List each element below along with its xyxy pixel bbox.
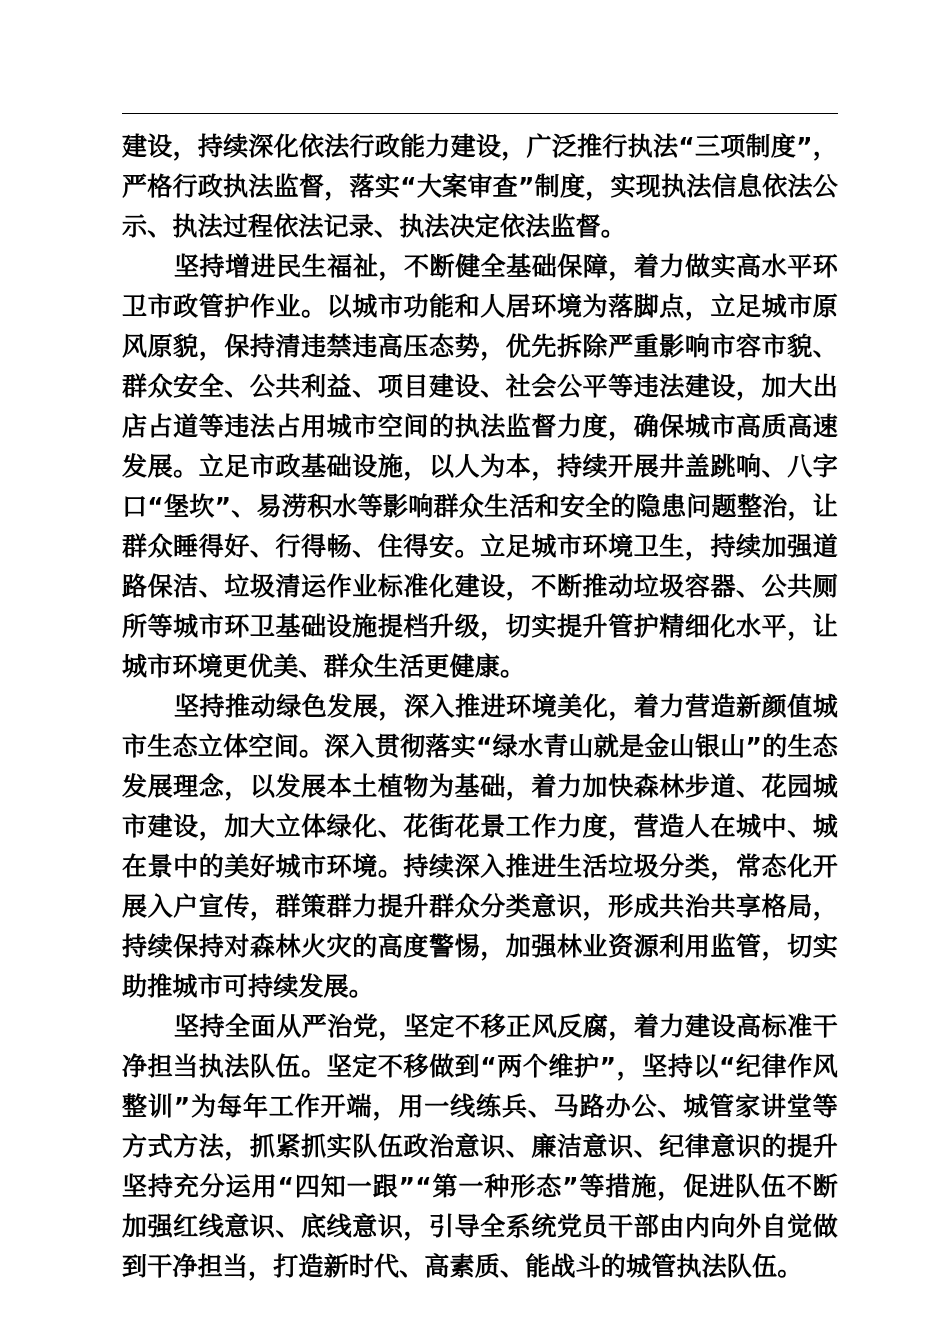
- text-line: 坚持充分运用“四知一跟”“第一种形态”等措施，促进队伍不断: [122, 1172, 838, 1201]
- text-line: 助推城市可持续发展。: [122, 972, 375, 1001]
- text-line: 在景中的美好城市环境。持续深入推进生活垃圾分类，常态化开: [122, 852, 838, 881]
- text-line: 坚持全面从严治党，坚定不移正风反腐，着力建设高标准干: [174, 1012, 838, 1041]
- text-line: 建设，持续深化依法行政能力建设，广泛推行执法“三项制度”，: [122, 132, 838, 161]
- paragraph: [122, 687, 838, 1007]
- text-line: 市生态立体空间。深入贯彻落实“绿水青山就是金山银山”的生态: [122, 732, 838, 761]
- header-rule: [122, 113, 838, 114]
- text-line: 卫市政管护作业。以城市功能和人居环境为落脚点，立足城市原: [122, 292, 838, 321]
- text-line: 坚持推动绿色发展，深入推进环境美化，着力营造新颜值城: [174, 692, 838, 721]
- text-line: 店占道等违法占用城市空间的执法监督力度，确保城市高质高速: [122, 412, 838, 441]
- text-line: 到干净担当，打造新时代、高素质、能战斗的城管执法队伍。: [122, 1252, 803, 1281]
- text-line: 严格行政执法监督，落实“大案审查”制度，实现执法信息依法公: [122, 172, 838, 201]
- text-line: 群众睡得好、行得畅、住得安。立足城市环境卫生，持续加强道: [122, 532, 838, 561]
- text-line: 所等城市环卫基础设施提档升级，切实提升管护精细化水平，让: [122, 612, 838, 641]
- text-line: 市建设，加大立体绿化、花街花景工作力度，营造人在城中、城: [122, 812, 838, 841]
- text-line: 净担当执法队伍。坚定不移做到“两个维护”，坚持以“纪律作风: [122, 1052, 838, 1081]
- text-line: 加强红线意识、底线意识，引导全系统党员干部由内向外自觉做: [122, 1212, 838, 1241]
- text-line: 整训”为每年工作开端，用一线练兵、马路办公、城管家讲堂等: [122, 1092, 838, 1121]
- paragraph: [122, 1007, 838, 1287]
- text-line: 示、执法过程依法记录、执法决定依法监督。: [122, 212, 627, 241]
- paragraph: [122, 247, 838, 687]
- text-line: 持续保持对森林火灾的高度警惕，加强林业资源利用监管，切实: [122, 932, 838, 961]
- text-line: 风原貌，保持清违禁违高压态势，优先拆除严重影响市容市貌、: [122, 332, 838, 361]
- text-line: 展入户宣传，群策群力提升群众分类意识，形成共治共享格局，: [122, 892, 838, 921]
- paragraph: [122, 127, 838, 247]
- document-body: [122, 127, 838, 1287]
- text-line: 路保洁、垃圾清运作业标准化建设，不断推动垃圾容器、公共厕: [122, 572, 838, 601]
- text-line: 城市环境更优美、群众生活更健康。: [122, 652, 526, 681]
- text-line: 发展。立足市政基础设施，以人为本，持续开展井盖跳响、八字: [122, 452, 838, 481]
- text-line: 坚持增进民生福祉，不断健全基础保障，着力做实高水平环: [174, 252, 838, 281]
- text-line: 口“堡坎”、易涝积水等影响群众生活和安全的隐患问题整治，让: [122, 492, 838, 521]
- text-line: 发展理念，以发展本土植物为基础，着力加快森林步道、花园城: [122, 772, 838, 801]
- text-line: 方式方法，抓紧抓实队伍政治意识、廉洁意识、纪律意识的提升: [122, 1132, 838, 1161]
- text-line: 群众安全、公共利益、项目建设、社会公平等违法建设，加大出: [122, 372, 838, 401]
